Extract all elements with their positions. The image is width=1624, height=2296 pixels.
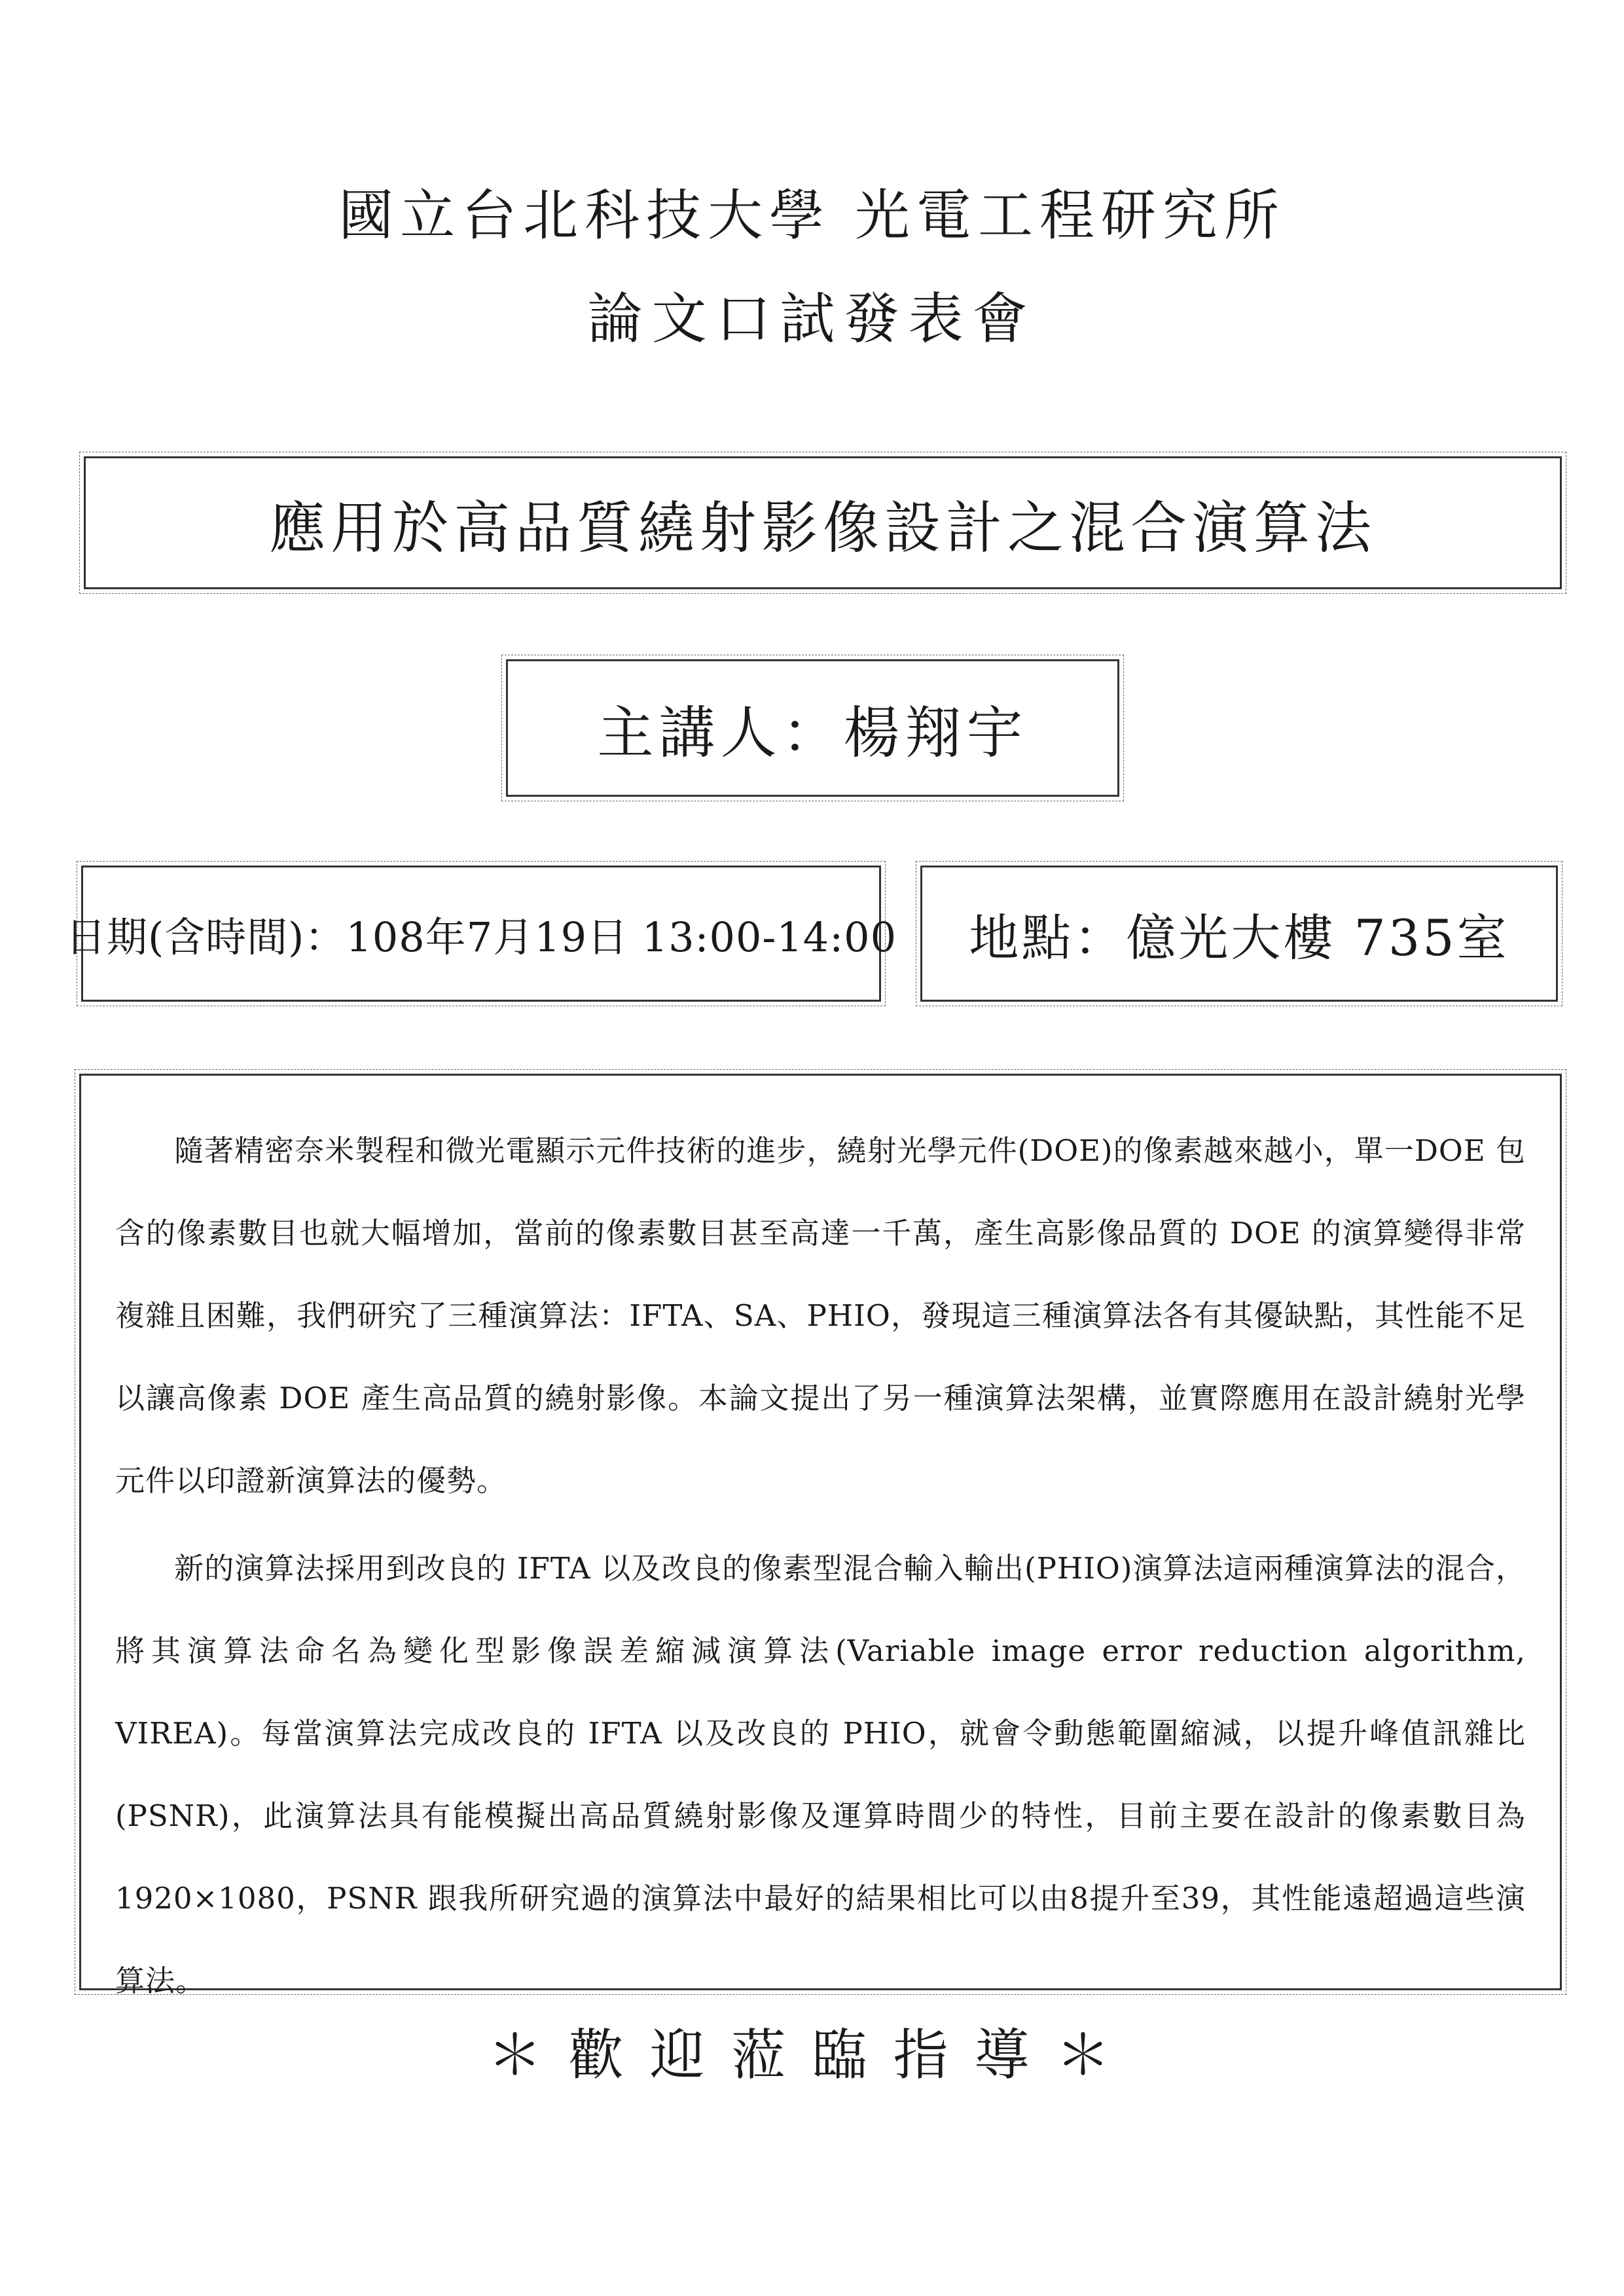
abstract-box — [79, 1074, 1562, 1998]
welcome-message: ＊歡迎蒞臨指導＊ — [487, 2023, 1137, 2087]
institution-title: 國立台北科技大學 光電工程研究所 — [338, 183, 1286, 247]
abstract-paragraph-1: 隨著精密奈米製程和微光電顯示元件技術的進步，繞射光學元件(DOE)的像素越來越小，單一DOE 包含的像素數目也就大幅增加，當前的像素數目甚至高達一千萬，產生高影像品質的 DOE 的演算變得非常複雜且困難，我們研究了三種演算法：IFTA、SA、PHIO，發現這三種演算法各有其優缺點，其性能不足以讓高像素 DOE 產生高品質的繞射影像。本論文提出了另一種演算法架構，並實際應用在設計繞射光學元件以印證新演算法的優勢。 — [115, 1133, 1526, 1498]
speaker-name: 主講人：楊翔宇 — [597, 701, 1028, 766]
speaker-box — [506, 659, 1119, 797]
thesis-title: 應用於高品質繞射影像設計之混合演算法 — [269, 495, 1377, 561]
location-box — [920, 866, 1558, 1002]
thesis-title-box — [84, 456, 1562, 589]
location: 地點：億光大樓 735室 — [969, 908, 1509, 967]
date-box — [65, 866, 897, 1002]
event-title: 論文口試發表會 — [587, 287, 1037, 351]
abstract-paragraph-2: 新的演算法採用到改良的 IFTA 以及改良的像素型混合輸入輸出(PHIO)演算法這兩種演算法的混合，將其演算法命名為變化型影像誤差縮減演算法(Variable image error reduction algorithm, VIREA)。每當演算法完成改良的 IFTA 以及改良的 PHIO，就會令動態範圍縮減，以提升峰值訊雜比(PSNR)，此演算法具有能模擬出高品質繞射影像及運算時間少的特性，目前主要在設計的像素數目為1920×1080，PSNR 跟我所研究過的演算法中最好的結果相比可以由8提升至39，其性能遠超過這些演算法。 — [115, 1551, 1526, 1998]
date-time: 日期(含時間)：108年7月19日 13:00-14:00 — [65, 913, 897, 961]
